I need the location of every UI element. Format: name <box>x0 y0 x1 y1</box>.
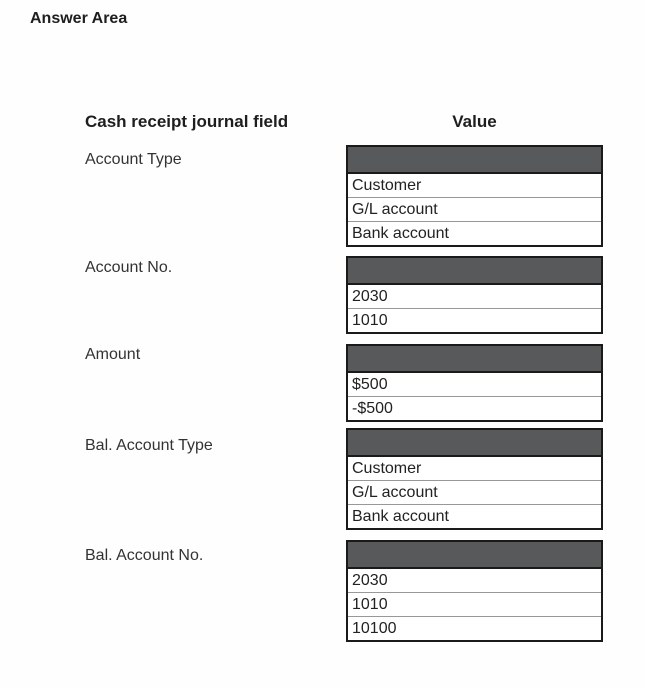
dropdown-option[interactable]: Bank account <box>348 504 601 528</box>
dropdown-option[interactable]: 1010 <box>348 308 601 332</box>
dropdown-selected-value[interactable] <box>348 542 601 569</box>
field-label-account-no: Account No. <box>85 259 173 276</box>
field-label-account-type: Account Type <box>85 151 182 168</box>
dropdown-option[interactable]: G/L account <box>348 197 601 221</box>
dropdown-selected-value[interactable] <box>348 430 601 457</box>
page-title: Answer Area <box>30 10 128 27</box>
dropdown-option[interactable]: 10100 <box>348 616 601 640</box>
dropdown-option[interactable]: $500 <box>352 376 388 393</box>
dropdown-option[interactable]: -$500 <box>348 396 601 420</box>
field-label-bal-account-type: Bal. Account Type <box>85 437 213 454</box>
dropdown-option[interactable]: Customer <box>352 177 422 194</box>
field-label-amount: Amount <box>85 346 141 363</box>
dropdown-amount <box>346 344 603 422</box>
dropdown-selected-value[interactable] <box>348 147 601 174</box>
column-header-field: Cash receipt journal field <box>85 112 289 131</box>
dropdown-bal-account-no <box>346 540 603 642</box>
field-label-bal-account-no: Bal. Account No. <box>85 547 204 564</box>
dropdown-option[interactable]: Customer <box>352 460 422 477</box>
dropdown-account-type <box>346 145 603 247</box>
dropdown-selected-value[interactable] <box>348 346 601 373</box>
dropdown-option[interactable]: 2030 <box>352 288 388 305</box>
column-header-value: Value <box>452 112 497 131</box>
dropdown-option[interactable]: Bank account <box>348 221 601 245</box>
dropdown-account-no <box>346 256 603 334</box>
dropdown-bal-account-type <box>346 428 603 530</box>
dropdown-selected-value[interactable] <box>348 258 601 285</box>
dropdown-option[interactable]: G/L account <box>348 480 601 504</box>
dropdown-option[interactable]: 1010 <box>348 592 601 616</box>
dropdown-option[interactable]: 2030 <box>352 572 388 589</box>
